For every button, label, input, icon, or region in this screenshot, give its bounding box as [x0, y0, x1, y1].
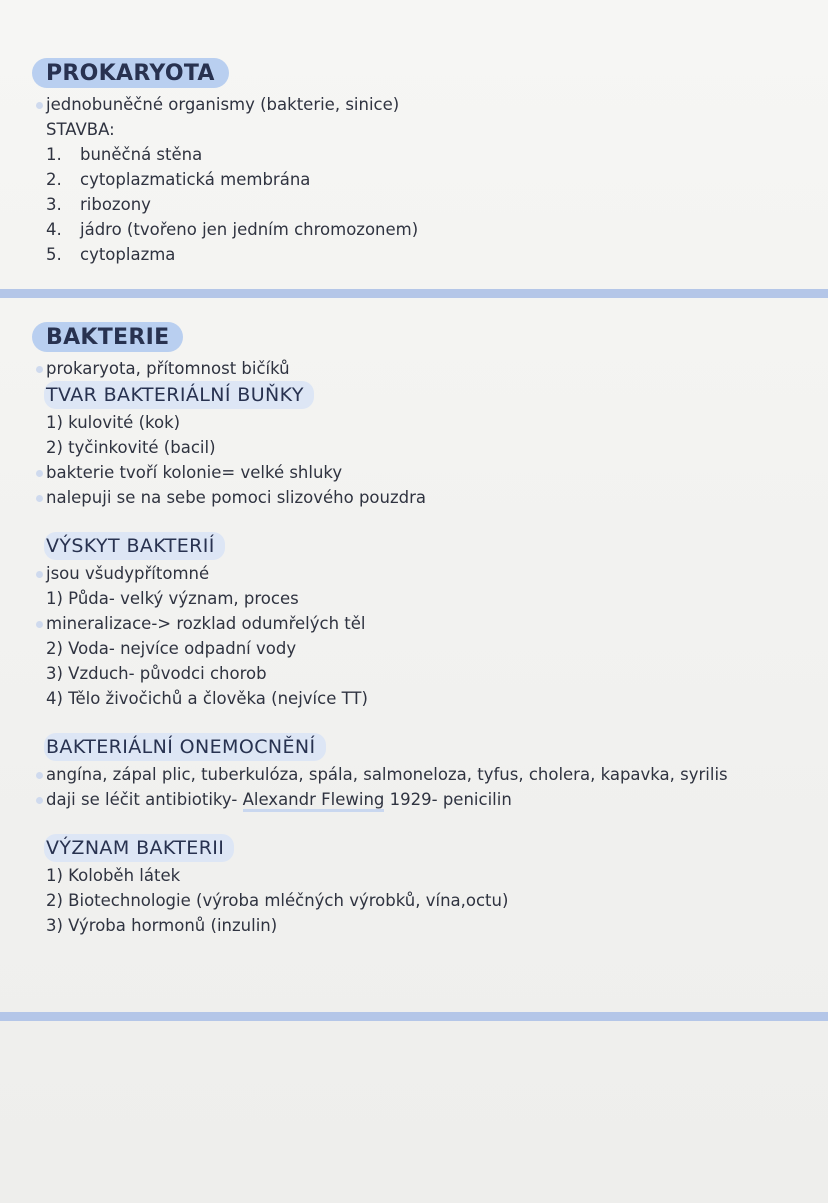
- stavba-label: STAVBA:: [46, 120, 115, 139]
- vyznam-heading: VÝZNAM BAKTERII: [44, 834, 234, 862]
- prokaryota-section: [0, 58, 828, 267]
- treatment-line: daji se léčit antibiotiky- Alexandr Flewing 1929- penicilin: [46, 787, 828, 812]
- list-item: mineralizace-> rozklad odumřelých těl: [46, 611, 828, 636]
- list-item: 1) Půda- velký význam, proces: [46, 589, 299, 608]
- treatment-name: Alexandr Flewing: [243, 790, 385, 812]
- list-item: 2) Biotechnologie (výroba mléčných výrobků, vína,octu): [46, 891, 509, 910]
- prokaryota-title: PROKARYOTA: [32, 58, 229, 88]
- list-item: 2) Voda- nejvíce odpadní vody: [46, 639, 297, 658]
- list-item: 3) Výroba hormonů (inzulin): [46, 916, 278, 935]
- list-item: 4) Tělo živočichů a člověka (nejvíce TT): [46, 689, 368, 708]
- diseases-list: angína, zápal plic, tuberkulóza, spála, salmoneloza, tyfus, cholera, kapavka, syrilis: [46, 762, 766, 787]
- section-divider: [0, 289, 828, 298]
- list-item: 1) Koloběh látek: [46, 866, 181, 885]
- vyznam-heading-wrap: [44, 834, 828, 863]
- list-item: 2. cytoplazmatická membrána: [46, 170, 311, 189]
- list-item: 2) tyčinkovité (bacil): [46, 438, 216, 457]
- stavba-list: [0, 142, 828, 267]
- list-item: 4. jádro (tvořeno jen jedním chromozonem): [46, 220, 419, 239]
- bakterie-section: [0, 322, 828, 938]
- list-item: 1) kulovité (kok): [46, 413, 181, 432]
- prokaryota-description: jednobuněčné organismy (bakterie, sinice): [46, 92, 828, 117]
- bakterie-title: BAKTERIE: [32, 322, 183, 352]
- list-item: nalepuji se na sebe pomoci slizového pouzdra: [46, 485, 828, 510]
- list-item: 1. buněčná stěna: [46, 145, 203, 164]
- onemocneni-heading-wrap: [44, 733, 828, 762]
- onemocneni-heading: BAKTERIÁLNÍ ONEMOCNĚNÍ: [44, 733, 326, 761]
- vyskyt-heading-wrap: [44, 532, 828, 561]
- vyskyt-heading: VÝSKYT BAKTERIÍ: [44, 532, 225, 560]
- list-item: 5. cytoplazma: [46, 245, 176, 264]
- bakterie-intro: prokaryota, přítomnost bičíků: [46, 356, 828, 381]
- list-item: bakterie tvoří kolonie= velké shluky: [46, 460, 828, 485]
- list-item: 3) Vzduch- původci chorob: [46, 664, 267, 683]
- list-item: jsou všudypřítomné: [46, 561, 828, 586]
- list-item: 3. ribozony: [46, 195, 151, 214]
- tvar-heading: TVAR BAKTERIÁLNÍ BUŇKY: [44, 381, 314, 409]
- tvar-heading-wrap: [44, 381, 828, 410]
- section-divider: [0, 1012, 828, 1021]
